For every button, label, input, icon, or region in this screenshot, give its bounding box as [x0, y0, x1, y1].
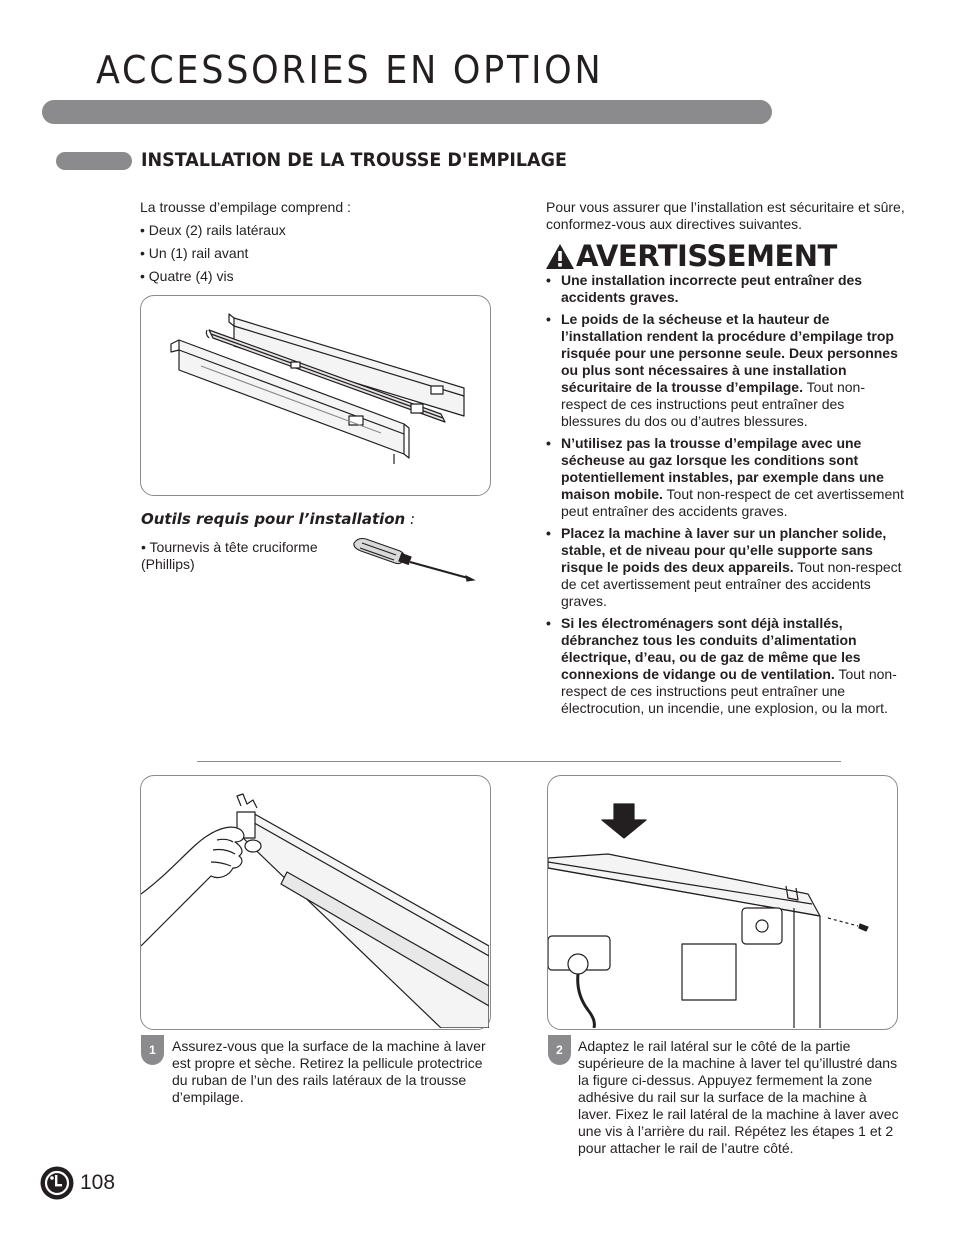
screwdriver-icon	[348, 533, 480, 585]
page-title: ACCESSORIES EN OPTION	[96, 48, 604, 92]
warning-title: AVERTISSEMENT	[576, 239, 837, 273]
kit-item-list	[140, 222, 500, 285]
warning-triangle-icon	[545, 243, 575, 270]
warning-list	[546, 272, 906, 722]
stacking-rails-illustration	[141, 296, 489, 494]
hand-peeling-rail-illustration	[141, 776, 489, 1028]
kit-contents	[140, 199, 500, 291]
step-2-illustration-frame	[547, 775, 898, 1030]
page-number: 108	[80, 1171, 116, 1194]
warning-item: • Placez la machine à laver sur un plancher solide, stable, et de niveau pour qu’elle supporte sans risque le poids des deux appareils. Tout non-respect de cet avertissement peut entraîner des accidents graves.	[546, 525, 902, 609]
kit-intro: La trousse d’empilage comprend :	[140, 199, 351, 215]
warning-item: • N’utilisez pas la trousse d’empilage avec une sécheuse au gaz lorsque les conditions sont potentiellement instables, par exemple dans une maison mobile. Tout non-respect de cet avertissement peut entraîner des accidents graves.	[546, 435, 904, 519]
tools-heading-label: Outils requis pour l’installation	[141, 510, 406, 528]
section-divider	[197, 761, 841, 762]
warning-item: • Le poids de la sécheuse et la hauteur de l’installation rendent la procédure d’empilage trop risquée pour une personne seule. Deux personnes ou plus sont nécessaires à une installation sécuritaire de la trousse d’empilage. Tout non-respect de ces instructions peut entraîner des blessures du dos ou d’autres blessures.	[546, 311, 898, 429]
tools-heading-colon: :	[405, 510, 416, 528]
lg-logo-icon	[40, 1166, 74, 1200]
kit-item: • Quatre (4) vis	[140, 268, 234, 284]
warning-item: • Une installation incorrecte peut entraîner des accidents graves.	[546, 272, 863, 305]
rails-illustration-frame	[140, 295, 491, 496]
kit-item: • Deux (2) rails latéraux	[140, 222, 286, 238]
tools-heading	[141, 510, 415, 528]
kit-item: • Un (1) rail avant	[140, 245, 249, 261]
step-1-badge: 1	[141, 1035, 164, 1065]
step-1-text: Assurez-vous que la surface de la machine à laver est propre et sèche. Retirez la pellicule protectrice du ruban de l’un des rails latéraux de la trousse d’empilage.	[172, 1038, 486, 1105]
safety-intro: Pour vous assurer que l’installation est sécuritaire et sûre, conformez-vous aux directives suivantes.	[546, 199, 905, 232]
title-bar	[42, 100, 772, 124]
warning-item: • Si les électroménagers sont déjà installés, débranchez tous les conduits d’alimentation électrique, d’eau, ou de gaz de même que les connexions de vidange ou de ventilation. Tout non-respect de ces instructions peut entraîner une électrocution, un incendie, une explosion, ou la mort.	[546, 615, 897, 716]
step-1-illustration-frame	[140, 775, 491, 1030]
section-pill	[56, 152, 132, 170]
step-2-text: Adaptez le rail latéral sur le côté de la partie supérieure de la machine à laver tel qu’illustré dans la figure ci-dessus. Appuyez fermement la zone adhésive du rail sur la surface de la machine à laver. Fixez le rail latéral de la machine à laver avec une vis à l’arrière du rail. Répétez les étapes 1 et 2 pour attacher le rail de l’autre côté.	[578, 1038, 899, 1156]
step-2-badge: 2	[548, 1035, 571, 1065]
tool-item: • Tournevis à tête cruciforme (Phillips)	[141, 539, 318, 572]
washer-rail-attachment-illustration	[548, 776, 896, 1028]
warning-heading	[545, 238, 837, 274]
section-title: INSTALLATION DE LA TROUSSE D'EMPILAGE	[141, 149, 567, 171]
